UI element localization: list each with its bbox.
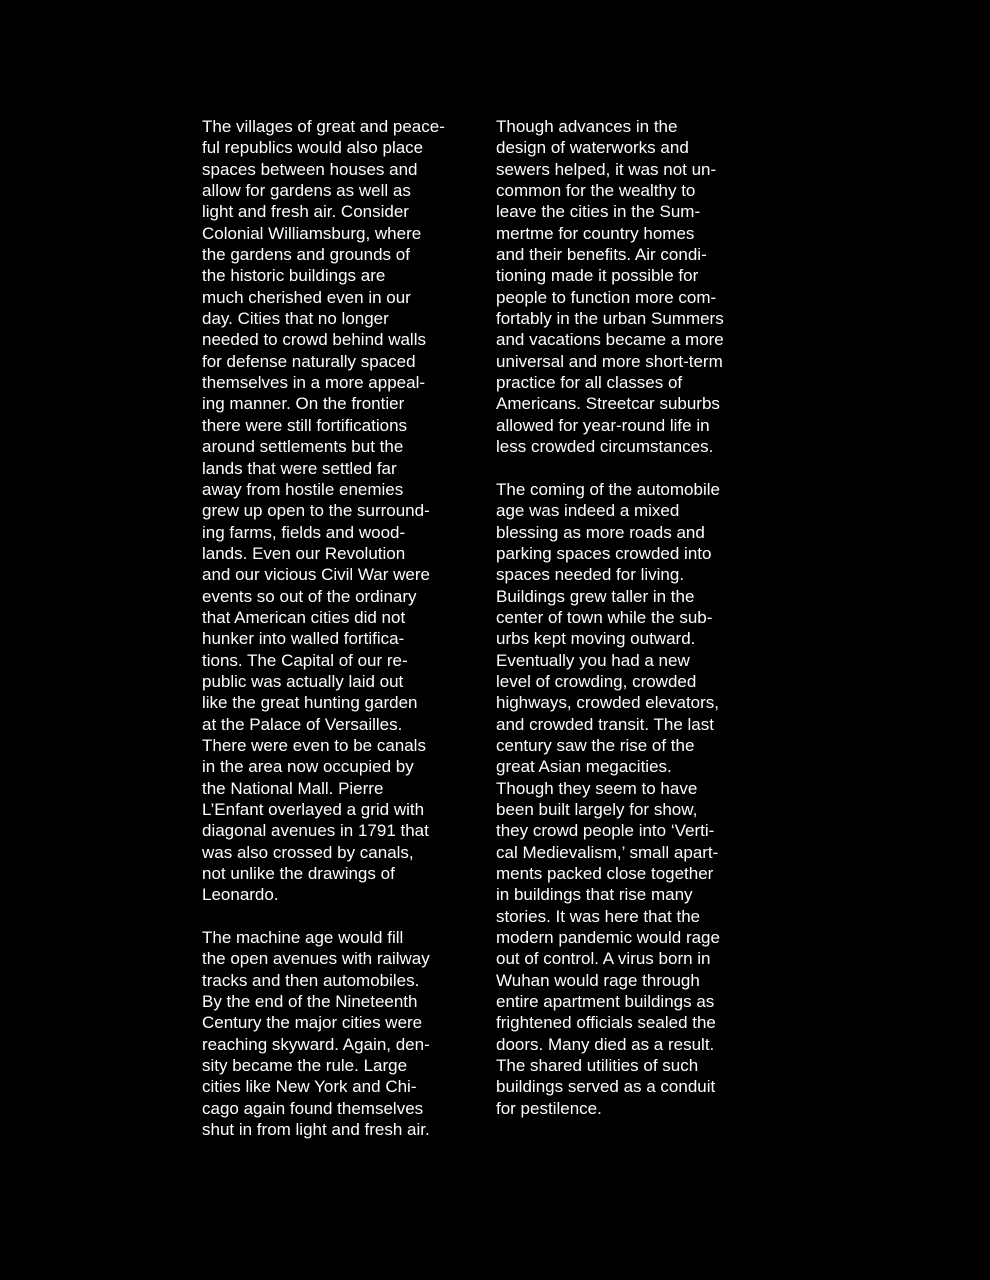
text-line: ing farms, fields and wood- xyxy=(202,522,406,542)
text-line: day. Cities that no longer xyxy=(202,309,389,329)
text-line: cago again found themselves xyxy=(202,1098,424,1118)
text-line: the National Mall. Pierre xyxy=(202,778,384,798)
text-line: at the Palace of Versailles. xyxy=(202,714,403,734)
text-line: light and fresh air. Consider xyxy=(202,202,409,222)
text-line: spaces needed for living. xyxy=(496,565,685,585)
text-line: modern pandemic would rage xyxy=(496,928,720,948)
text-line: needed to crowd behind walls xyxy=(202,330,426,350)
text-line: the historic buildings are xyxy=(202,266,386,286)
text-line: great Asian megacities. xyxy=(496,757,672,777)
text-line: center of town while the sub- xyxy=(496,607,713,627)
text-line: blessing as more roads and xyxy=(496,522,705,542)
text-line: ful republics would also place xyxy=(202,138,424,158)
text-line: Century the major cities were xyxy=(202,1013,423,1033)
text-line: urbs kept moving outward. xyxy=(496,629,696,649)
text-line: that American cities did not xyxy=(202,607,406,627)
text-line: and crowded transit. The last xyxy=(496,714,714,734)
text-line: buildings served as a conduit xyxy=(496,1077,716,1097)
text-line: ments packed close together xyxy=(496,864,714,884)
text-line: there were still fortifications xyxy=(202,415,408,435)
right-column xyxy=(496,116,766,1119)
text-line: they crowd people into ‘Verti- xyxy=(496,821,715,841)
text-line: shut in from light and fresh air. xyxy=(202,1120,430,1140)
text-line: public was actually laid out xyxy=(202,671,404,691)
text-line: and our vicious Civil War were xyxy=(202,565,430,585)
paragraph-gap xyxy=(496,458,766,479)
text-line: for defense naturally spaced xyxy=(202,351,416,371)
text-line: around settlements but the xyxy=(202,437,404,457)
text-line: allow for gardens as well as xyxy=(202,181,411,201)
text-line: fortably in the urban Summers xyxy=(496,309,724,329)
text-line: Colonial Williamsburg, where xyxy=(202,223,422,243)
paragraph xyxy=(496,479,766,1119)
text-line: There were even to be canals xyxy=(202,735,426,755)
text-line: tracks and then automobiles. xyxy=(202,970,420,990)
text-line: been built largely for show, xyxy=(496,800,698,819)
text-line: sewers helped, it was not un- xyxy=(496,159,717,179)
text-line: Wuhan would rage through xyxy=(496,970,700,990)
text-line: The villages of great and peace- xyxy=(202,117,445,136)
text-line: entire apartment buildings as xyxy=(496,992,715,1012)
text-line: less crowded circumstances. xyxy=(496,437,714,457)
text-line: doors. Many died as a result. xyxy=(496,1034,715,1054)
text-line: was also crossed by canals, xyxy=(202,842,414,862)
text-line: events so out of the ordinary xyxy=(202,586,417,606)
text-line: Though they seem to have xyxy=(496,778,698,798)
text-line: lands that were settled far xyxy=(202,458,397,478)
text-line: reaching skyward. Again, den- xyxy=(202,1034,430,1054)
text-line: universal and more short-term xyxy=(496,351,723,371)
text-line: and vacations became a more xyxy=(496,330,724,350)
text-line: lands. Even our Revolution xyxy=(202,543,406,563)
text-line: tioning made it possible for xyxy=(496,266,699,286)
text-line: allowed for year-round life in xyxy=(496,415,710,435)
text-line: spaces between houses and xyxy=(202,159,418,179)
text-line: Though advances in the xyxy=(496,117,678,136)
text-line: sity became the rule. Large xyxy=(202,1056,408,1076)
text-line: not unlike the drawings of xyxy=(202,864,395,884)
text-line: Americans. Streetcar suburbs xyxy=(496,394,720,414)
text-line: away from hostile enemies xyxy=(202,479,404,499)
text-line: The machine age would fill xyxy=(202,928,404,948)
paragraph xyxy=(496,116,766,458)
text-line: highways, crowded elevators, xyxy=(496,693,720,713)
text-line: in buildings that rise many xyxy=(496,885,693,905)
text-line: in the area now occupied by xyxy=(202,757,414,777)
text-line: much cherished even in our xyxy=(202,287,411,307)
text-line: Leonardo. xyxy=(202,885,279,905)
text-line: practice for all classes of xyxy=(496,373,683,393)
text-line: diagonal avenues in 1791 that xyxy=(202,821,429,841)
text-line: frightened officials sealed the xyxy=(496,1013,716,1033)
paragraph xyxy=(202,927,472,1140)
text-line: tions. The Capital of our re- xyxy=(202,650,408,670)
text-line: The shared utilities of such xyxy=(496,1056,699,1076)
text-line: stories. It was here that the xyxy=(496,906,701,926)
text-line: Eventually you had a new xyxy=(496,650,690,670)
text-line: common for the wealthy to xyxy=(496,181,696,201)
text-line: parking spaces crowded into xyxy=(496,543,712,563)
text-line: cal Medievalism,’ small apart- xyxy=(496,842,719,862)
text-line: mertme for country homes xyxy=(496,223,695,243)
text-line: design of waterworks and xyxy=(496,138,689,158)
paragraph xyxy=(202,116,472,906)
text-line: The coming of the automobile xyxy=(496,479,720,499)
text-line: out of control. A virus born in xyxy=(496,949,711,969)
text-line: themselves in a more appeal- xyxy=(202,373,426,393)
text-line: level of crowding, crowded xyxy=(496,671,697,691)
text-line: ing manner. On the frontier xyxy=(202,394,405,414)
text-line: By the end of the Nineteenth xyxy=(202,992,418,1012)
text-line: hunker into walled fortifica- xyxy=(202,629,405,649)
text-line: grew up open to the surround- xyxy=(202,501,430,521)
text-line: like the great hunting garden xyxy=(202,693,418,713)
text-line: century saw the rise of the xyxy=(496,735,695,755)
text-line: and their benefits. Air condi- xyxy=(496,245,707,265)
text-line: people to function more com- xyxy=(496,287,717,307)
text-line: cities like New York and Chi- xyxy=(202,1077,417,1097)
left-column xyxy=(202,116,472,1141)
text-line: the gardens and grounds of xyxy=(202,245,410,265)
text-line: leave the cities in the Sum- xyxy=(496,202,701,222)
text-line: age was indeed a mixed xyxy=(496,501,680,521)
text-line: for pestilence. xyxy=(496,1098,602,1118)
paragraph-gap xyxy=(202,906,472,927)
text-line: L’Enfant overlayed a grid with xyxy=(202,800,425,819)
text-line: Buildings grew taller in the xyxy=(496,586,695,606)
text-line: the open avenues with railway xyxy=(202,949,430,969)
